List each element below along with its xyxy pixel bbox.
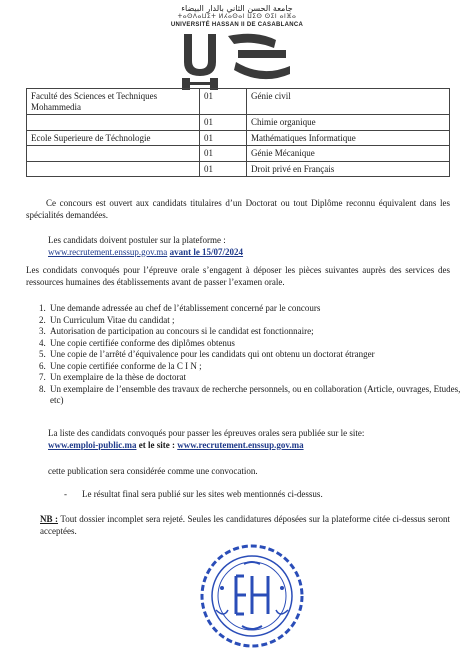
institution-cell bbox=[27, 115, 200, 131]
specialty-cell: Génie civil bbox=[247, 89, 450, 115]
emploi-public-link[interactable]: www.emploi-public.ma bbox=[48, 439, 137, 450]
specialty-cell: Droit privé en Français bbox=[247, 161, 450, 177]
intro-paragraph: Ce concours est ouvert aux candidats titulaires d’un Doctorat ou tout Diplôme reconnu équivalent dans les spécialités demandées. bbox=[26, 198, 450, 220]
list-item: 4. Une copie certifiée conforme des diplômes obtenus bbox=[48, 338, 468, 350]
university-stamp-icon bbox=[196, 540, 308, 652]
list-item: 1. Une demande adressée au chef de l’établissement concerné par le concours bbox=[48, 303, 468, 315]
count-cell: 01 bbox=[200, 161, 247, 177]
apply-text: Les candidats doivent postuler sur la plateforme : bbox=[48, 235, 226, 245]
specialty-cell: Mathématiques Informatique bbox=[247, 130, 450, 146]
apply-platform-link[interactable]: www.recrutement.enssup.gov.ma bbox=[48, 246, 168, 257]
site-connector: et le site : bbox=[138, 439, 175, 450]
list-item: 3. Autorisation de participation au concours si le candidat est fonctionnaire; bbox=[48, 326, 468, 338]
nb-text: Tout dossier incomplet sera rejeté. Seules les candidatures déposées sur la plateforme citée ci-dessus seront acceptées. bbox=[40, 514, 451, 536]
convocation-text: cette publication sera considérée comme une convocation. bbox=[48, 466, 258, 476]
recrutement-link[interactable]: www.recrutement.enssup.gov.ma bbox=[177, 439, 304, 450]
list-item: 6. Une copie certifiée conforme de la C I N ; bbox=[48, 361, 468, 373]
final-result-text: Le résultat final sera publié sur les sites web mentionnés ci-dessus. bbox=[82, 489, 323, 499]
table-row bbox=[27, 161, 450, 177]
publication-text: La liste des candidats convoqués pour passer les épreuves orales sera publiée sur le site: bbox=[48, 428, 365, 438]
institution-cell bbox=[27, 146, 200, 162]
list-item: 8. Un exemplaire de l’ensemble des travaux de recherche personnels, ou en collaboration (Article, ouvrages, Etudes, etc) bbox=[48, 384, 468, 407]
institution-cell bbox=[27, 161, 200, 177]
final-result-item bbox=[64, 489, 323, 500]
count-cell: 01 bbox=[200, 89, 247, 115]
university-name-arabic: جامعة الحسن الثاني بالدار البيضاء bbox=[181, 4, 293, 13]
specialty-cell: Génie Mécanique bbox=[247, 146, 450, 162]
positions-table bbox=[26, 88, 450, 177]
apply-deadline: avant le 15/07/2024 bbox=[169, 246, 244, 257]
uh2c-logo-icon bbox=[178, 32, 298, 90]
oral-exam-paragraph: Les condidats convoqués pour l’épreuve orale s’engagent à déposer les pièces suivantes auprès des services des ressources humaines des établissements avant de passer l’examen orale. bbox=[26, 265, 450, 287]
university-name-tifinagh: ⵜⴰⵙⴷⴰⵡⵉⵜ ⵍⵃⴰⵙⴰⵏ ⵡⵉⵙ ⵙⵉⵏ ⴰⵏⴼⴰ bbox=[177, 13, 297, 20]
list-item: 7. Un exemplaire de la thèse de doctorat bbox=[48, 372, 468, 384]
nb-label: NB : bbox=[40, 514, 59, 524]
required-documents-list bbox=[30, 303, 468, 407]
apply-paragraph bbox=[48, 235, 448, 258]
institution-cell: Faculté des Sciences et Techniques Mohammedia bbox=[27, 89, 200, 115]
institution-cell: Ecole Superieure de Téchnologie bbox=[27, 130, 200, 146]
table-row bbox=[27, 89, 450, 115]
table-row bbox=[27, 146, 450, 162]
publication-paragraph bbox=[48, 428, 450, 451]
nb-paragraph bbox=[40, 514, 450, 537]
table-row bbox=[27, 130, 450, 146]
dash-bullet: - bbox=[64, 489, 67, 499]
list-item: 2. Un Curriculum Vitae du candidat ; bbox=[48, 315, 468, 327]
count-cell: 01 bbox=[200, 130, 247, 146]
list-item: 5. Une copie de l’arrêté d’équivalence pour les candidats qui ont obtenu un doctorat étranger bbox=[48, 349, 468, 361]
table-row bbox=[27, 115, 450, 131]
university-name-french: UNIVERSITÉ HASSAN II DE CASABLANCA bbox=[170, 22, 304, 28]
count-cell: 01 bbox=[200, 115, 247, 131]
count-cell: 01 bbox=[200, 146, 247, 162]
letterhead bbox=[0, 4, 474, 29]
specialty-cell: Chimie organique bbox=[247, 115, 450, 131]
